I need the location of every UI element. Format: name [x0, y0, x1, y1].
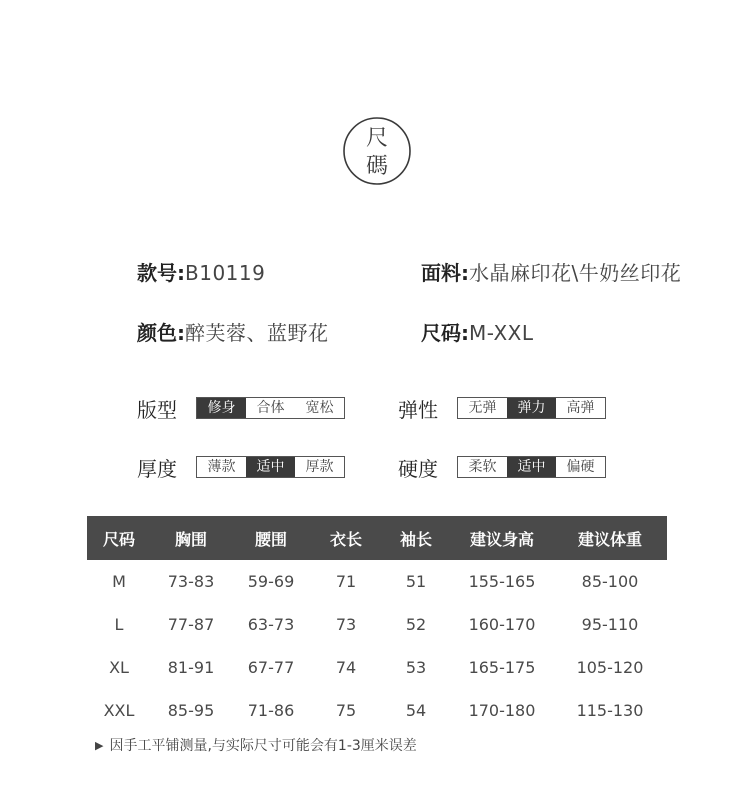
table-cell: 85-95: [167, 701, 215, 720]
elasticity-options: [457, 397, 606, 419]
fabric-value: 水晶麻印花\牛奶丝印花: [469, 261, 682, 285]
header-height: 建议身高: [451, 516, 553, 560]
fabric-label: 面料:: [421, 261, 469, 285]
table-row: [87, 560, 667, 603]
table-cell: 51: [405, 572, 427, 591]
header-sleeve: 袖长: [381, 516, 451, 560]
thickness-label: 厚度: [137, 456, 177, 481]
table-cell: 170-180: [468, 701, 536, 720]
elasticity-option: 高弹: [556, 398, 605, 418]
table-cell: M: [112, 572, 126, 591]
thickness-selector: [137, 455, 345, 479]
fit-selector: [137, 396, 345, 420]
table-cell: 73-83: [167, 572, 215, 591]
table-cell: 63-73: [247, 615, 295, 634]
table-cell: 73: [335, 615, 357, 634]
hardness-option: 偏硬: [556, 457, 605, 477]
size-range: [421, 317, 534, 346]
table-cell: 95-110: [581, 615, 639, 634]
style-number: [137, 257, 265, 286]
thickness-option: 厚款: [295, 457, 344, 477]
fit-options: [196, 397, 345, 419]
hardness-option: 柔软: [458, 457, 507, 477]
fit-option: 合体: [246, 398, 295, 418]
header-waist: 腰围: [231, 516, 311, 560]
table-cell: 165-175: [468, 658, 536, 677]
elasticity-selector: [398, 396, 606, 420]
table-cell: 115-130: [576, 701, 644, 720]
table-cell: 74: [335, 658, 357, 677]
hardness-options: [457, 456, 606, 478]
thickness-option: 适中: [246, 457, 295, 477]
size-range-label: 尺码:: [421, 321, 469, 345]
header-size: 尺码: [87, 516, 151, 560]
fabric: [421, 257, 681, 286]
table-cell: 67-77: [247, 658, 295, 677]
elasticity-option: 无弹: [458, 398, 507, 418]
size-range-value: M-XXL: [469, 321, 534, 345]
table-cell: 59-69: [247, 572, 295, 591]
color-info: [137, 317, 329, 346]
table-cell: 155-165: [468, 572, 536, 591]
table-cell: 160-170: [468, 615, 536, 634]
color-label: 颜色:: [137, 321, 185, 345]
hardness-selector: [398, 455, 606, 479]
size-table-header-row: [87, 516, 667, 560]
table-row: [87, 646, 667, 689]
table-cell: 71: [335, 572, 357, 591]
table-cell: 81-91: [167, 658, 215, 677]
color-value: 醉芙蓉、蓝野花: [185, 321, 329, 345]
size-table: [87, 516, 667, 732]
table-cell: 77-87: [167, 615, 215, 634]
table-cell: 75: [335, 701, 357, 720]
fit-option: 修身: [197, 398, 246, 418]
table-cell: XXL: [103, 701, 135, 720]
measurement-note-text: 因手工平铺测量,与实际尺寸可能会有1-3厘米误差: [109, 738, 417, 754]
hardness-option: 适中: [507, 457, 556, 477]
table-cell: 85-100: [581, 572, 639, 591]
seal-char-bottom: 碼: [365, 154, 389, 179]
style-number-value: B10119: [185, 261, 266, 285]
hardness-label: 硬度: [398, 456, 438, 481]
thickness-options: [196, 456, 345, 478]
header-bust: 胸围: [151, 516, 231, 560]
table-cell: L: [114, 615, 124, 634]
triangle-bullet-icon: ▶: [95, 739, 104, 752]
header-weight: 建议体重: [553, 516, 667, 560]
table-row: [87, 603, 667, 646]
fit-option: 宽松: [295, 398, 344, 418]
table-cell: 105-120: [576, 658, 644, 677]
table-cell: 54: [405, 701, 427, 720]
table-row: [87, 689, 667, 732]
style-number-label: 款号:: [137, 261, 185, 285]
table-cell: 53: [405, 658, 427, 677]
header-length: 衣长: [311, 516, 381, 560]
elasticity-option: 弹力: [507, 398, 556, 418]
elasticity-label: 弹性: [398, 397, 438, 422]
fit-label: 版型: [137, 397, 177, 422]
thickness-option: 薄款: [197, 457, 246, 477]
seal-char-top: 尺: [365, 126, 389, 151]
table-cell: 71-86: [247, 701, 295, 720]
size-seal-logo: [341, 115, 413, 187]
table-cell: 52: [405, 615, 427, 634]
measurement-note: [95, 735, 417, 755]
table-cell: XL: [109, 658, 129, 677]
